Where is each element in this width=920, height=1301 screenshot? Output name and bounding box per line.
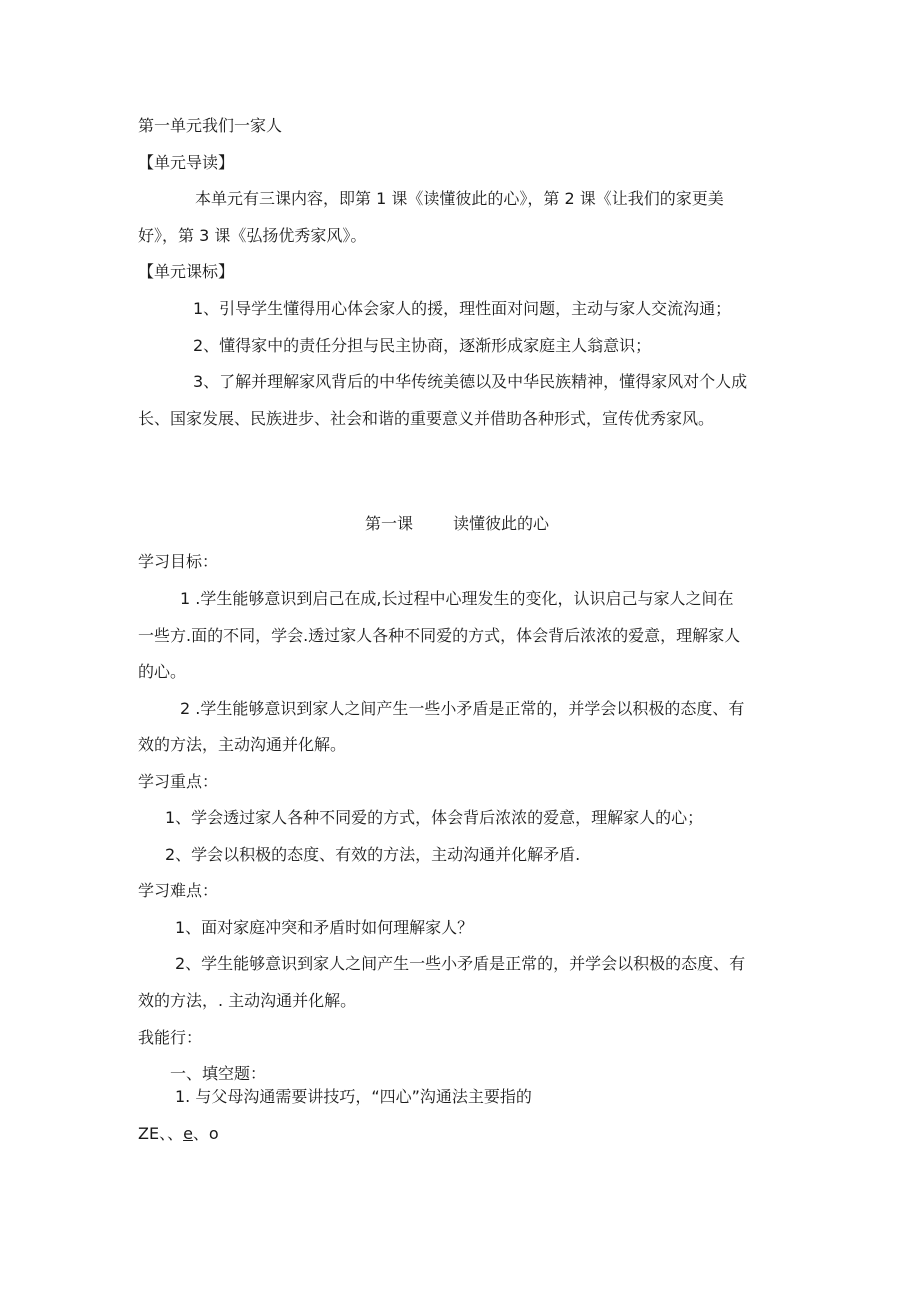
lesson-number: 第一课 xyxy=(365,514,414,533)
fill-answer-suffix: 、o xyxy=(192,1124,219,1143)
lesson-name: 读懂彼此的心 xyxy=(453,514,550,533)
unit-standard-1: 1、引导学生懂得用心体会家人的援，理性面对问题，主动与家人交流沟通； xyxy=(193,299,732,318)
fill-heading: 一、填空题： xyxy=(170,1064,267,1083)
goal-1-line3: 的心。 xyxy=(138,662,187,681)
difficulty-2-line1: 2、学生能够意识到家人之间产生一些小矛盾是正常的，并学会以积极的态度、有 xyxy=(175,954,746,973)
fill-question-1: 1. 与父母沟通需要讲技巧，“四心”沟通法主要指的 xyxy=(175,1087,532,1106)
key-heading: 学习重点： xyxy=(138,772,219,791)
difficulty-1: 1、面对家庭冲突和矛盾时如何理解家人？ xyxy=(175,918,474,937)
goal-2-line1: 2 .学生能够意识到家人之间产生一些小矛盾是正常的，并学会以积极的态度、有 xyxy=(180,699,745,718)
unit-standard-heading: 【单元课标】 xyxy=(138,262,235,281)
practice-heading: 我能行： xyxy=(138,1028,203,1047)
fill-answer-line xyxy=(138,1124,219,1144)
lesson-title xyxy=(365,514,549,534)
unit-intro-line1: 本单元有三课内容，即第 1 课《读懂彼此的心》，第 2 课《让我们的家更美 xyxy=(195,189,724,208)
fill-answer-prefix: ZE、、 xyxy=(138,1124,184,1143)
difficulty-heading: 学习难点： xyxy=(138,881,219,900)
key-2: 2、学会以积极的态度、有效的方法，主动沟通并化解矛盾. xyxy=(165,845,581,864)
unit-intro-heading: 【单元导读】 xyxy=(138,153,235,172)
unit-standard-2: 2、懂得家中的责任分担与民主协商，逐渐形成家庭主人翁意识； xyxy=(193,336,652,355)
unit-standard-3-line2: 长、国家发展、民族进步、社会和谐的重要意义并借助各种形式，宣传优秀家风。 xyxy=(138,409,715,428)
goal-1-line1: 1 .学生能够意识到启己在成,长过程中心理发生的变化，认识启己与家人之间在 xyxy=(180,589,734,608)
key-1: 1、学会透过家人各种不同爱的方式，体会背后浓浓的爱意，理解家人的心； xyxy=(165,808,704,827)
fill-answer-blank: e xyxy=(183,1124,193,1143)
goals-heading: 学习目标： xyxy=(138,552,219,571)
difficulty-2-line2: 效的方法，. 主动沟通并化解。 xyxy=(138,991,357,1010)
unit-intro-line2: 好》，第 3 课《弘扬优秀家风》。 xyxy=(138,226,367,245)
goal-1-line2: 一些方.面的不同，学会.透过家人各种不同爱的方式，体会背后浓浓的爱意，理解家人 xyxy=(138,626,741,645)
unit-title: 第一单元我们一家人 xyxy=(138,116,283,135)
unit-standard-3-line1: 3、了解并理解家风背后的中华传统美德以及中华民族精神，懂得家风对个人成 xyxy=(193,372,748,391)
goal-2-line2: 效的方法，主动沟通并化解。 xyxy=(138,735,347,754)
